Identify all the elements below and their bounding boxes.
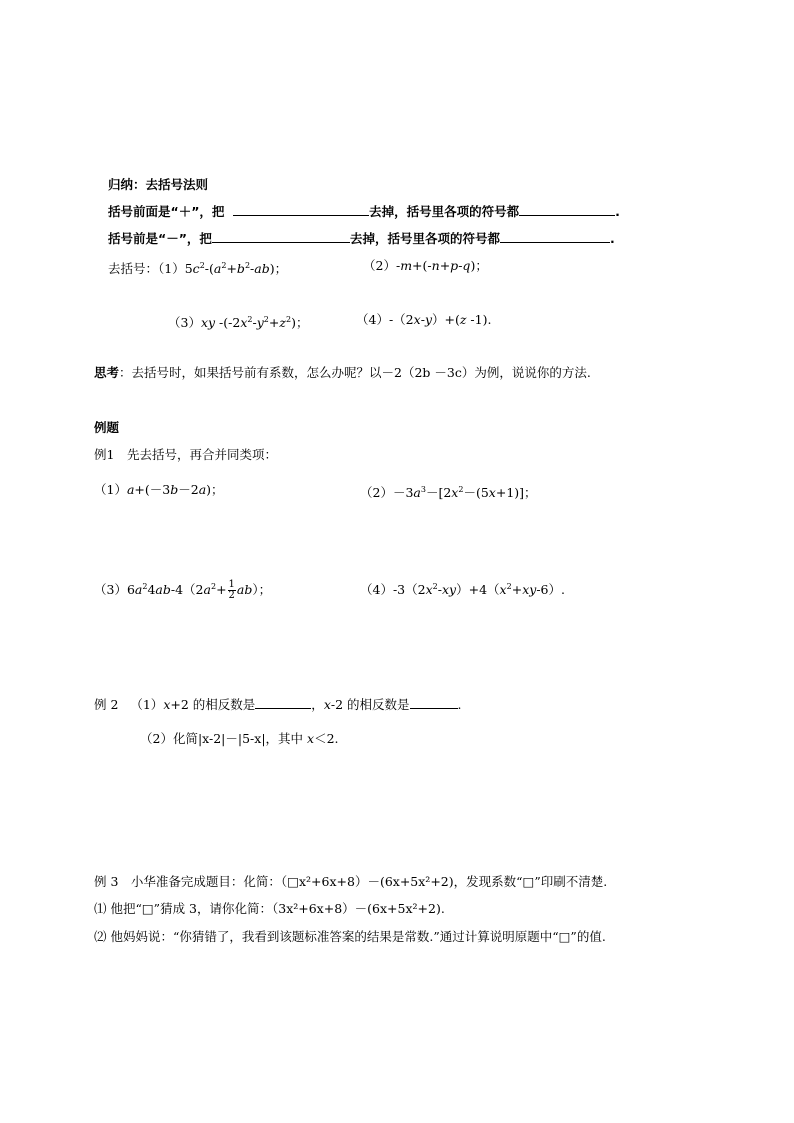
remove-parentheses-q3: （3）xy $-(-2x^2-y^2+z^2)$； [168, 315, 309, 331]
remove-parentheses-q2: （2）-m+(-n+p-q)； [363, 258, 488, 273]
rule-plus-blank-1[interactable] [233, 203, 369, 216]
example3-q2: ⑵ 他妈妈说：“你猜错了，我看到该题标准答案的结果是常数.”通过计算说明原题中“□”的值. [94, 929, 606, 944]
example1-q2: $(2)-3a^3-[2x^2-(5x+1)]$； [360, 485, 537, 501]
example1-q4: $(4)-3(2x^2-xy)+4(x^2+xy-6)$. [360, 582, 565, 598]
rule-minus-line: 括号前是“－”，把 去掉，括号里各项的符号都 . [108, 231, 615, 246]
example1-title: 例1 先去括号，再合并同类项： [94, 447, 277, 462]
remove-parentheses-q4: （4）-（2x-y）+(z -1). [356, 312, 492, 327]
example1-q1: （1）a+(－3b－2a)； [94, 482, 224, 497]
example3-q1: ⑴ 他把“□”猜成 3，请你化简：（3x²+6x+8）－(6x+5x²+2). [94, 901, 445, 916]
think-paragraph: 思考：去括号时，如果括号前有系数，怎么办呢？以－2（2b －3c）为例，说说你的方法. [94, 365, 591, 380]
example2-blank-2[interactable] [410, 696, 458, 709]
rule-plus-blank-2[interactable] [519, 203, 615, 216]
example2-q1: 例 2 （1）x+2 的相反数是 ，x-2 的相反数是 . [94, 697, 462, 712]
examples-heading: 例题 [94, 420, 120, 435]
example3-title: 例 3 小华准备完成题目：化简：（□x²+6x+8）－(6x+5x²+2)，发现系数“□”印刷不清楚. [94, 874, 608, 889]
example2-q2: （2）化简|x-2|－|5-x|，其中 x＜2. [140, 731, 339, 746]
remove-parentheses-q1: 去括号：$(1)5c^2-(a^2+b^2-ab)$； [108, 261, 288, 277]
rule-minus-blank-2[interactable] [500, 230, 610, 243]
rule-minus-blank-1[interactable] [212, 230, 350, 243]
summary-heading: 归纳：去括号法则 [108, 177, 209, 192]
example1-q3: $(3)6a^24ab-4(2a^2+$ $\frac{1}{2}$ ab）； [94, 579, 272, 602]
rule-plus-line: 括号前面是“＋”，把 去掉，括号里各项的符号都 . [108, 204, 620, 219]
one-half-fraction: $\frac{1}{2}$ [228, 579, 235, 602]
example2-blank-1[interactable] [255, 696, 311, 709]
